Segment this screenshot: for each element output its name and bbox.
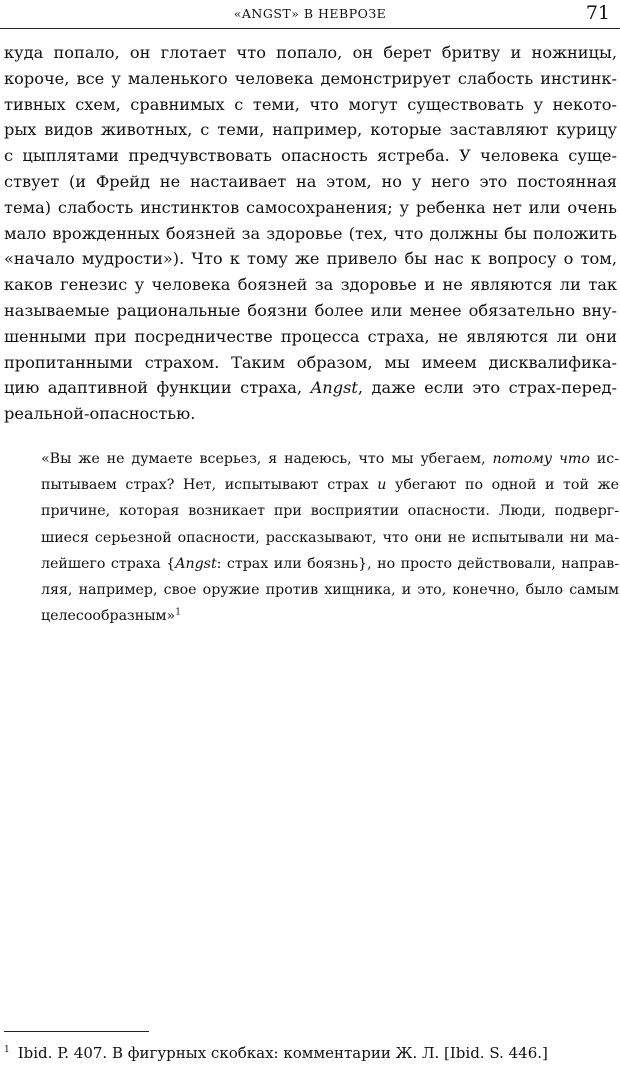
footnote bbox=[4, 1044, 616, 1062]
text-segment: цию адаптивной функции страха, bbox=[4, 378, 311, 398]
text-line: реальной-опасностью. bbox=[4, 404, 196, 424]
text-segment: : страх или боязнь}, но просто действовали, направ- bbox=[216, 555, 619, 572]
italic-term: потому что bbox=[492, 451, 590, 467]
footnote-reference[interactable]: 1 bbox=[175, 607, 181, 618]
text-segment: пытываем страх? Нет, испытывают страх bbox=[41, 477, 378, 494]
header-rule bbox=[0, 28, 620, 29]
text-line: мало врожденных боязней за здоровье (тех, что должны бы положить bbox=[4, 223, 617, 243]
text-segment: «Вы же не думаете всерьез, я надеюсь, что мы убегаем, bbox=[41, 451, 493, 467]
quote-line bbox=[41, 446, 619, 472]
quote-line bbox=[41, 551, 619, 577]
block-quote bbox=[41, 446, 619, 629]
quote-line: причине, которая возникает при восприятии опасности. Люди, подверг- bbox=[41, 503, 619, 520]
text-segment: лейшего страха { bbox=[41, 555, 176, 572]
running-header bbox=[0, 0, 620, 30]
text-line: короче, все у маленького человека демонстрирует слабость инстинк- bbox=[4, 68, 617, 88]
italic-term: Angst bbox=[175, 555, 217, 572]
running-title: «ANGST» В НЕВРОЗЕ bbox=[233, 6, 387, 21]
text-line: куда попало, он глотает что попало, он берет бритву и ножницы, bbox=[4, 43, 617, 62]
text-line: «начало мудрости»). Что к тому же привело бы нас к вопросу о том, bbox=[4, 249, 617, 269]
page-number: 71 bbox=[585, 2, 610, 24]
footnote-marker: 1 bbox=[4, 1045, 10, 1055]
footnote-rule bbox=[4, 1031, 149, 1032]
footnote-text: Ibid. P. 407. В фигурных скобках: комментарии Ж. Л. [Ibid. S. 446.] bbox=[17, 1044, 548, 1062]
text-line: тема) слабость инстинктов самосохранения; у ребенка нет или очень bbox=[4, 197, 617, 217]
text-segment: убегают по одной и той же bbox=[386, 477, 619, 494]
text-line: ствует (и Фрейд не настаивает на этом, но у него это постоянная bbox=[4, 171, 617, 191]
text-segment: целесообразным» bbox=[41, 608, 176, 625]
text-segment: ис- bbox=[589, 451, 619, 467]
italic-term: и bbox=[377, 477, 387, 494]
quote-line bbox=[41, 472, 619, 498]
text-line: рых видов животных, с теми, например, которые заставляют курицу bbox=[4, 120, 617, 140]
main-paragraph bbox=[4, 40, 617, 427]
text-line: с цыплятами предчувствовать опасность ястреба. У человека суще- bbox=[4, 146, 617, 166]
quote-line: ляя, например, свое оружие против хищника, и это, конечно, было самым bbox=[41, 582, 619, 599]
italic-term: Angst bbox=[310, 378, 358, 398]
text-line: пропитанными страхом. Таким образом, мы имеем дисквалифика- bbox=[4, 352, 617, 372]
text-line: называемые рациональные боязни более или менее обязательно вну- bbox=[4, 300, 617, 320]
text-line: шенными при посредничестве процесса страха, не являются ли они bbox=[4, 326, 617, 346]
quote-line bbox=[41, 603, 619, 629]
text-line bbox=[4, 375, 617, 401]
text-line: тивных схем, сравнимых с теми, что могут существовать у некото- bbox=[4, 94, 617, 114]
text-segment: , даже если это страх-перед- bbox=[357, 378, 617, 398]
text-line: каков генезис у человека боязней за здоровье и не являются ли так bbox=[4, 275, 617, 295]
quote-line: шиеся серьезной опасности, рассказывают, что они не испытывали ни ма- bbox=[41, 529, 619, 546]
